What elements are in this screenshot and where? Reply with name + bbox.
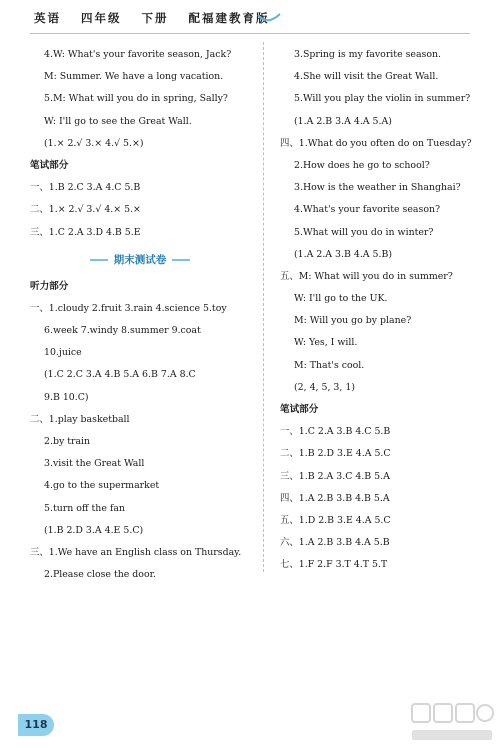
answer-line: 三、1.C 2.A 3.D 4.B 5.E [30, 226, 141, 238]
exam-title [30, 244, 250, 276]
answer-line: W: I'll go to the UK. [294, 293, 388, 305]
answer-line: 2.by train [44, 436, 91, 447]
answer-line: 二、1.B 2.D 3.E 4.A 5.C [280, 448, 391, 460]
watermark-logo-icon [410, 700, 494, 744]
header-grade: 四年级 [81, 11, 122, 25]
answer-line: W: I'll go to see the Great Wall. [44, 115, 192, 127]
answer-line: 4.W: What's your favorite season, Jack? [44, 49, 232, 60]
answer-line: 4.She will visit the Great Wall. [294, 71, 439, 83]
section-heading: 听力部分 [30, 280, 69, 292]
swoosh-icon [256, 12, 282, 26]
answer-line: (2, 4, 5, 3, 1) [294, 381, 355, 393]
answer-line: 四、1.What do you often do on Tuesday? [280, 137, 472, 149]
answer-line: 四、1.A 2.B 3.B 4.B 5.A [280, 492, 390, 504]
answer-line: 三、1.B 2.A 3.C 4.B 5.A [280, 470, 390, 482]
answer-line: (1.× 2.√ 3.× 4.√ 5.×) [44, 137, 144, 149]
answer-line: (1.A 2.B 3.A 4.A 5.A) [294, 115, 392, 127]
answer-line: 5.What will you do in winter? [294, 226, 434, 238]
answer-line: 3.How is the weather in Shanghai? [294, 182, 461, 194]
answer-line: M: Will you go by plane? [294, 315, 412, 327]
answer-line: 6.week 7.windy 8.summer 9.coat [44, 325, 201, 337]
right-column [280, 44, 500, 577]
answer-line: M: That's cool. [294, 359, 365, 371]
answer-line: 七、1.F 2.F 3.T 4.T 5.T [280, 559, 388, 571]
answer-line: 5.M: What will you do in spring, Sally? [44, 93, 228, 105]
exam-title-text: 期末测试卷 [113, 253, 167, 266]
answers-block-2 [30, 276, 250, 587]
answer-line: (1.A 2.A 3.B 4.A 5.B) [294, 248, 393, 260]
column-divider [263, 42, 264, 572]
left-column [30, 44, 250, 586]
section-heading: 笔试部分 [30, 159, 69, 171]
answer-line: 二、1.play basketball [30, 413, 130, 425]
answer-line: 5.Will you play the violin in summer? [294, 93, 471, 105]
answers-block-3 [280, 44, 500, 577]
answer-line: 3.visit the Great Wall [44, 458, 145, 470]
header-edition: 配福建教育版 [188, 11, 270, 25]
answer-line: 一、1.B 2.C 3.A 4.C 5.B [30, 182, 141, 194]
answer-line: 9.B 10.C) [44, 391, 89, 403]
answer-line: 4.What's your favorite season? [294, 204, 441, 216]
answer-line: 4.go to the supermarket [44, 480, 160, 492]
answer-line: 10.juice [44, 347, 82, 359]
answer-line: 五、1.D 2.B 3.E 4.A 5.C [280, 514, 391, 526]
page-number: 118 [18, 714, 54, 736]
answer-line: 一、1.C 2.A 3.B 4.C 5.B [280, 426, 391, 438]
answer-line: 2.How does he go to school? [294, 159, 430, 171]
answer-line: (1.B 2.D 3.A 4.E 5.C) [44, 524, 144, 536]
answer-line: 2.Please close the door. [44, 569, 157, 581]
answer-line: W: Yes, I will. [294, 337, 358, 349]
section-heading: 笔试部分 [280, 404, 319, 415]
answer-line: 六、1.A 2.B 3.B 4.A 5.B [280, 537, 390, 549]
title-bar-left [90, 259, 108, 261]
answer-line: M: Summer. We have a long vacation. [44, 71, 224, 83]
answer-line: 五、M: What will you do in summer? [280, 270, 453, 282]
header-volume: 下册 [141, 11, 169, 25]
answer-line: 3.Spring is my favorite season. [294, 49, 442, 60]
answer-line: (1.C 2.C 3.A 4.B 5.A 6.B 7.A 8.C [44, 369, 196, 381]
header-divider [30, 33, 470, 34]
answer-line: 5.turn off the fan [44, 502, 125, 514]
answer-line: 一、1.cloudy 2.fruit 3.rain 4.science 5.toy [30, 302, 227, 314]
answers-block-1 [30, 44, 250, 244]
page-header [34, 10, 474, 30]
answer-line: 三、1.We have an English class on Thursday. [30, 546, 242, 558]
title-bar-right [172, 259, 190, 261]
header-subject: 英语 [34, 11, 61, 25]
answer-line: 二、1.× 2.√ 3.√ 4.× 5.× [30, 204, 141, 216]
